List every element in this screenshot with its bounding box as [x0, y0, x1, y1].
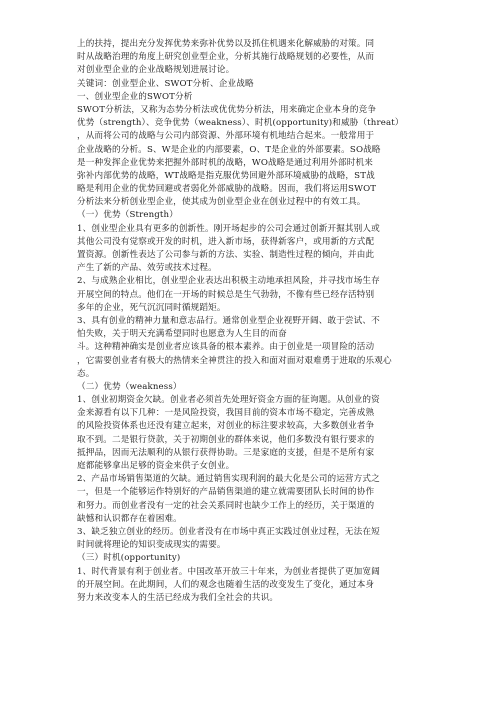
text-line: 金来源看有以下几种：一是风险投资，我国目前的资本市场不稳定，完善成熟	[77, 408, 375, 419]
text-line: 的开展空间。在此期间，人们的观念也随着生活的改变发生了变化，通过本身	[77, 579, 375, 590]
text-line: 对创业型企业的企业战略规划进展讨论。	[77, 65, 235, 76]
text-line: 其他公司没有觉察或开发的时机，进入新市场，获得新客户，或用新的方式配	[77, 236, 375, 247]
text-line: 2、产品市场销售渠道的欠缺。通过销售实现利润的最大化是公司的运营方式之	[77, 474, 380, 485]
text-line: 斗。这种精神确实是创业者应该具备的根本素养。由于创业是一项冒险的活动	[77, 342, 375, 353]
document-page	[77, 38, 422, 605]
text-line: 努力来改变本人的生活已经成为我们全社会的共识。	[77, 592, 279, 603]
section-heading: 一、创业型企业的SWOT分析	[77, 91, 193, 102]
text-line: 产生了新的产品、效劳或技术过程。	[77, 263, 217, 274]
text-line: 2、与成熟企业相比，创业型企业表达出积极主动地承担风险，并寻找市场生存	[77, 276, 380, 287]
text-line: 1、创业初期资金欠缺。创业者必须首先处理好资金方面的征询题。从创业的资	[77, 395, 380, 406]
text-line: 3、具有创业的精神力量和意志品行。通常创业型企业视野开阔、敢于尝试、不	[77, 315, 380, 326]
text-line: 企业战略的分析。S、W是企业的内部要素，O、T是企业的外部要素。SO战略	[77, 144, 381, 155]
text-line: SWOT分析法，又称为态势分析法或优优势分析法，用来确定企业本身的竞争	[77, 104, 377, 115]
text-line: 略是利用企业的优势回避或者弱化外部威胁的战略。因而，我们将运用SWOT	[77, 184, 377, 195]
text-line: 1、创业型企业具有更多的创新性。刚开场起步的公司会通过创新开掘其别人或	[77, 223, 380, 234]
text-line: ，它需要创业者有极大的热情来全神贯注的投入和面对面对艰难勇于进取的乐观心	[77, 355, 392, 366]
text-line: 是一种发挥企业优势来把握外部时机的战略，WO战略是通过利用外部时机来	[77, 157, 373, 168]
text-line: 态。	[77, 368, 95, 379]
subsection-heading: （二）优势（weakness）	[77, 381, 182, 392]
text-line: 怕失败，关于明天充满希望同时也愿意为人生目的而奋	[77, 329, 287, 340]
text-line: 弥补内部优势的战略，WT战略是指克服优势回避外部环境威胁的战略，ST战	[77, 170, 375, 181]
text-line: 的风险投资体系也还没有建立起来，对创业的标注要求较高，大多数创业者争	[77, 421, 375, 432]
text-line: 上的扶持，提出充分发挥优势来弥补优势以及抓住机遇来化解威胁的对策。同	[77, 39, 375, 49]
text-line: 缺憾和认识都存在着困难。	[77, 513, 182, 524]
text-line: 1、时代背景有利于创业者。中国改革开放三十年来，为创业者提供了更加宽阔	[77, 566, 380, 577]
text-line: 多年的企业，死气沉沉同时循规蹈矩。	[77, 302, 226, 313]
text-line: 和努力。而创业者没有一定的社会关系同时也缺少工作上的经历，关于渠道的	[77, 500, 375, 511]
text-line: 时间就将理论的知识变成现实的需要。	[77, 540, 226, 551]
text-line: 时从战略治理的角度上研究创业型企业，分析其施行战略规划的必要性，从而	[77, 52, 375, 63]
text-line: 优势（strength）、竞争优势（weakness）、时机(opportunity)和威胁（threat）	[77, 118, 404, 129]
text-line: 置资源。创新性表达了公司参与新的方法、实验、制造性过程的倾向，并由此	[77, 250, 375, 260]
keywords-line: 关键词：创业型企业、SWOT分析、企业战略	[77, 78, 254, 89]
text-line: ，从而将公司的战略与公司内部资源、外部环境有机地结合起来。一般常用于	[77, 131, 375, 142]
text-line: 分析法来分析创业型企业，使其成为创业型企业在创业过程中的有效工具。	[77, 197, 366, 208]
text-line: 一，但是一个能够运作特别好的产品销售渠道的建立就需要团队长时间的协作	[77, 487, 375, 498]
subsection-heading: （三）时机(opportunity)	[77, 553, 181, 564]
text-line: 抵押品，因而无法顺利的从银行获得协助。三是家庭的支援，但是不是所有家	[77, 447, 375, 458]
text-line: 庭都能够拿出足够的资金来供子女创业。	[77, 461, 235, 471]
text-line: 3、缺乏独立创业的经历。创业者没有在市场中真正实践过创业过程，无法在短	[77, 526, 380, 537]
text-line: 取不到。二是银行贷款，关于初期创业的群体来说，他们多数没有银行要求的	[77, 434, 375, 445]
text-line: 开展空间的特点。他们在一开场的时候总是生气勃勃，不像有些已经存活特别	[77, 289, 375, 300]
subsection-heading: （一）优势（Strength）	[77, 210, 178, 221]
